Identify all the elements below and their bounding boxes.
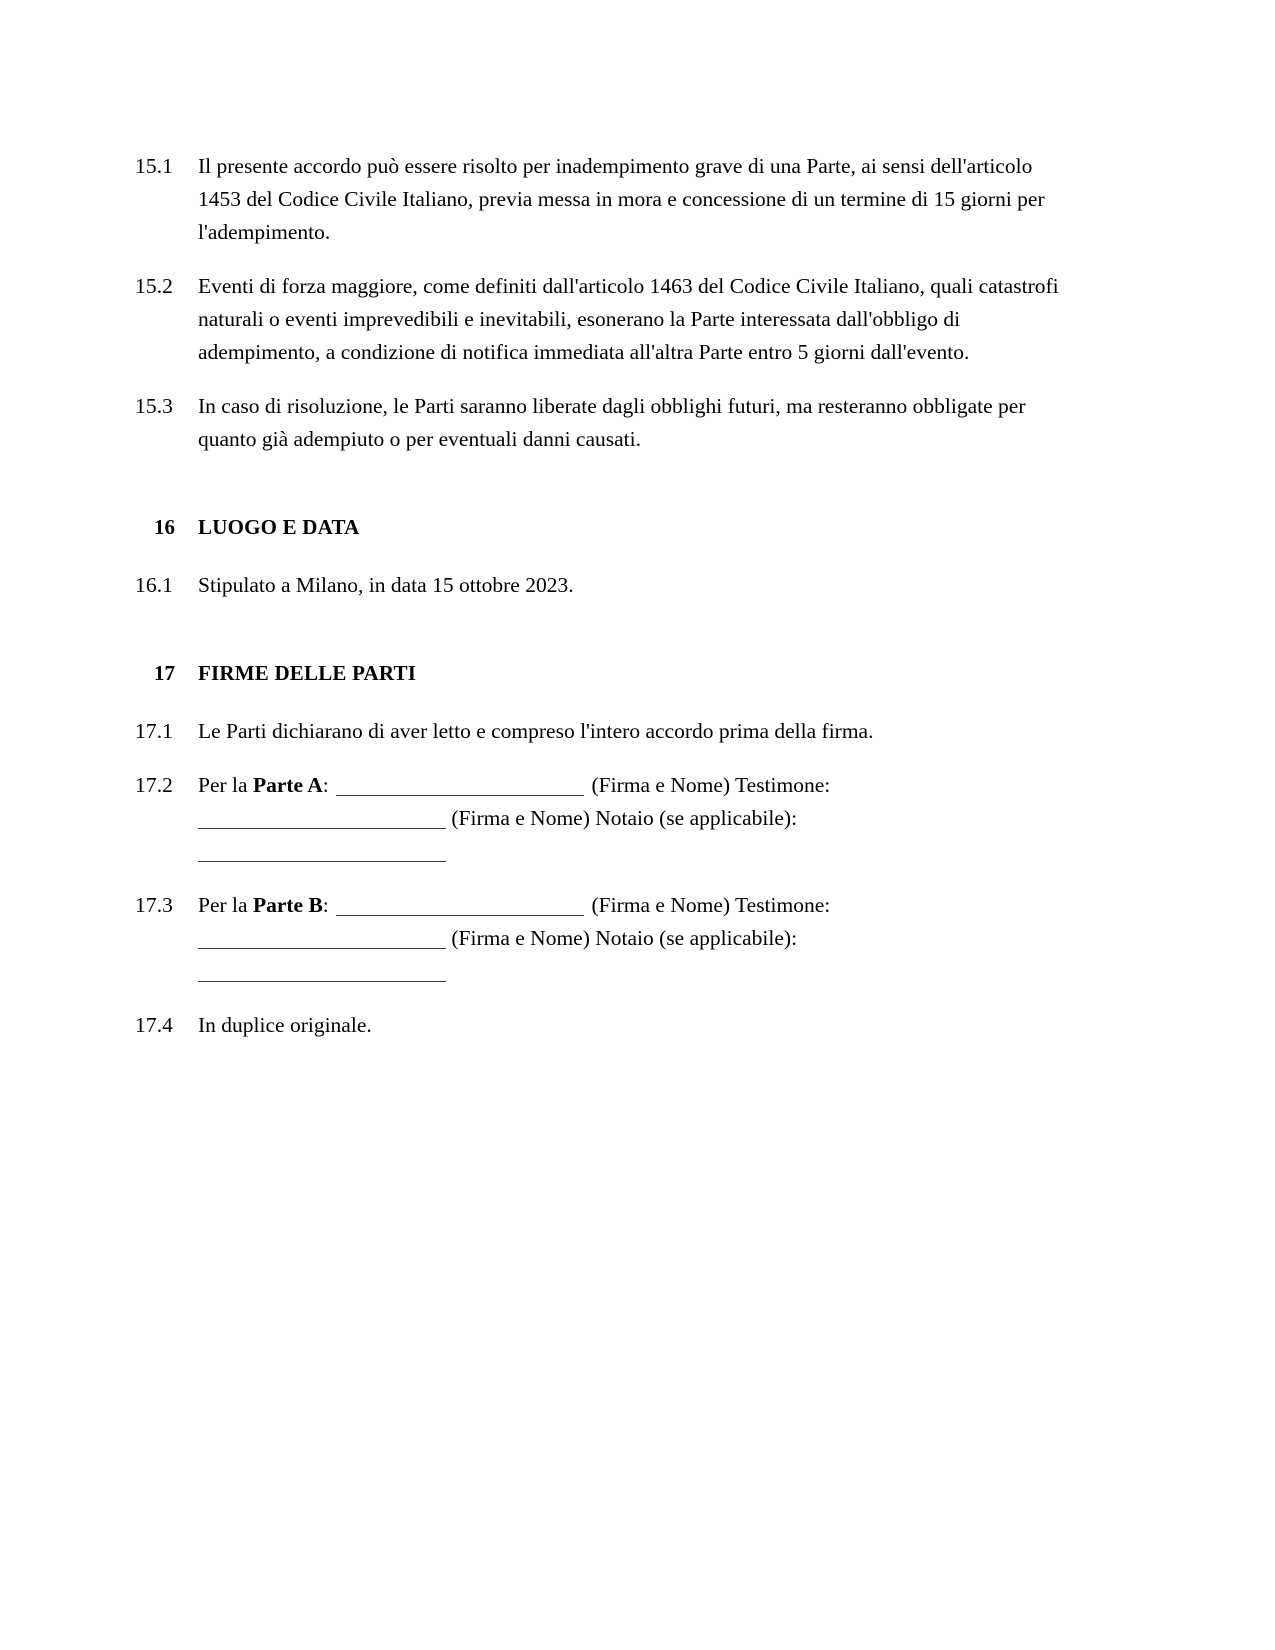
section-title: LUOGO E DATA (198, 515, 360, 539)
signature-fill-line[interactable] (336, 915, 584, 916)
clause-text: In caso di risoluzione, le Parti saranno liberate dagli obblighi futuri, ma resteranno obbligate per quanto già adempiuto o per eventuali danni causati. (198, 394, 1026, 451)
signature-block-parte-a (198, 769, 1070, 868)
signature-caption-witness: (Firma e Nome) Testimone: (586, 773, 831, 797)
clause-17-1 (135, 715, 1070, 748)
notary-fill-line[interactable] (198, 861, 446, 862)
party-label: Parte A (252, 773, 323, 797)
section-heading-16 (135, 512, 1070, 543)
witness-fill-line[interactable] (198, 828, 446, 829)
clause-text: Stipulato a Milano, in data 15 ottobre 2023. (198, 573, 574, 597)
clause-text: Il presente accordo può essere risolto per inadempimento grave di una Parte, ai sensi dell'articolo 1453 del Codice Civile Italiano, previa messa in mora e concessione di un termine di 15 giorni per l'adempimento. (198, 154, 1045, 244)
clause-text: Le Parti dichiarano di aver letto e compreso l'intero accordo prima della firma. (198, 719, 874, 743)
section-number: 17 (154, 661, 175, 685)
clause-number: 17.3 (135, 893, 174, 917)
signature-caption-notary: (Firma e Nome) Notaio (se applicabile): (446, 806, 798, 830)
document-content (135, 150, 1070, 1042)
clause-15-3 (135, 390, 1070, 456)
clause-number: 17.2 (135, 773, 174, 797)
signature-colon: : (322, 773, 335, 797)
clause-number: 15.2 (135, 274, 174, 298)
section-heading-17 (135, 658, 1070, 689)
clause-number: 15.1 (135, 154, 174, 178)
signature-fill-line[interactable] (336, 795, 584, 796)
clause-text: Eventi di forza maggiore, come definiti dall'articolo 1463 del Codice Civile Italiano, quali catastrofi naturali o eventi imprevedibili e inevitabili, esonerano la Parte interessata dall'obbligo di adempimento, a condizione di notifica immediata all'altra Parte entro 5 giorni dall'evento. (198, 274, 1059, 364)
signature-lead-text: Per la (198, 893, 253, 917)
clause-number: 16.1 (135, 573, 174, 597)
signature-caption-notary: (Firma e Nome) Notaio (se applicabile): (446, 926, 798, 950)
section-number: 16 (154, 515, 175, 539)
clause-17-4 (135, 1009, 1070, 1042)
clause-text: In duplice originale. (198, 1013, 372, 1037)
clause-17-2 (135, 769, 1070, 868)
signature-colon: : (322, 893, 335, 917)
clause-15-2 (135, 270, 1070, 369)
witness-fill-line[interactable] (198, 948, 446, 949)
clause-number: 15.3 (135, 394, 174, 418)
clause-number: 17.4 (135, 1013, 174, 1037)
notary-fill-line[interactable] (198, 981, 446, 982)
signature-caption-witness: (Firma e Nome) Testimone: (586, 893, 831, 917)
clause-16-1 (135, 569, 1070, 602)
signature-block-parte-b (198, 889, 1070, 988)
clause-number: 17.1 (135, 719, 174, 743)
clause-17-3 (135, 889, 1070, 988)
signature-lead-text: Per la (198, 773, 253, 797)
party-label: Parte B (252, 893, 323, 917)
clause-15-1 (135, 150, 1070, 249)
section-title: FIRME DELLE PARTI (198, 661, 417, 685)
